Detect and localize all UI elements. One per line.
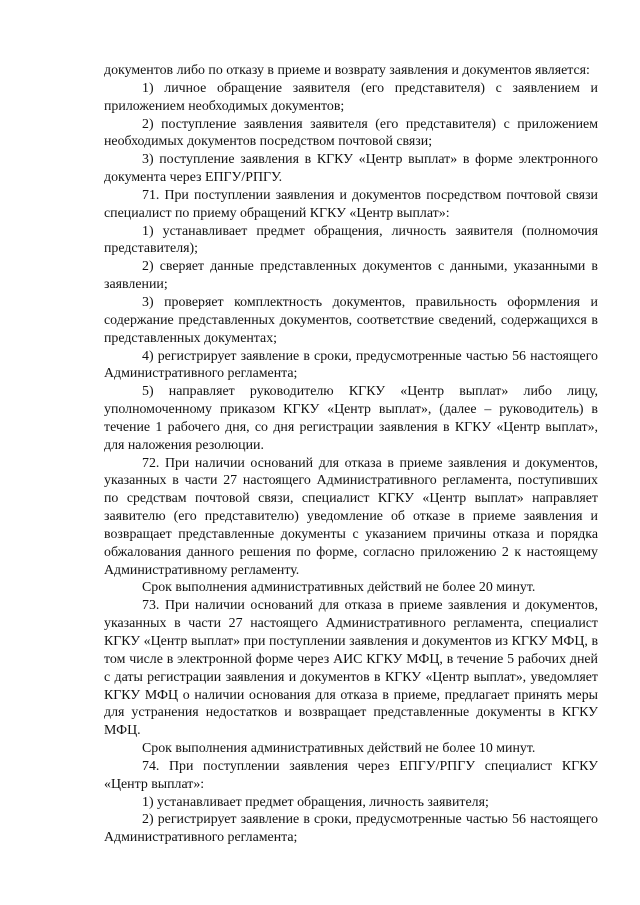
paragraph-section-73: 73. При наличии оснований для отказа в приеме заявления и документов, указанных в части 27 настоящего Административного регламента, специалист КГКУ «Центр выплат» при поступлении заявления и документов из КГКУ МФЦ, в том числе в электронной форме через АИС КГКУ МФЦ, в течение 5 рабочих дней с даты регистрации заявления и документов в КГКУ «Центр выплат», уведомляет КГКУ МФЦ о наличии основания для отказа в приеме, предлагает принять меры для устранения недостатков и возвращает представленные документы в КГКУ МФЦ. — [104, 598, 598, 739]
paragraph-item-2: 2) поступление заявления заявителя (его представителя) с приложением необходимых документов посредством почтовой связи; — [104, 116, 598, 150]
paragraph-71-item-5: 5) направляет руководителю КГКУ «Центр выплат» либо лицу, уполномоченному приказом КГКУ «Центр выплат», (далее – руководитель) в течение 1 рабочего дня, со дня регистрации заявления в КГКУ «Центр выплат», для наложения резолюции. — [104, 384, 598, 453]
paragraph-74-item-2: 2) регистрирует заявление в сроки, предусмотренные частью 56 настоящего Административного регламента; — [104, 812, 598, 846]
paragraph-deadline-20: Срок выполнения административных действий не более 20 минут. — [142, 580, 536, 596]
paragraph-section-71: 71. При поступлении заявления и документов посредством почтовой связи специалист по приему обращений КГКУ «Центр выплат»: — [104, 187, 598, 221]
paragraph-71-item-3: 3) проверяет комплектность документов, правильность оформления и содержание представленных документов, соответствие сведений, содержащихся в представленных документах; — [104, 294, 598, 346]
paragraph-item-3: 3) поступление заявления в КГКУ «Центр выплат» в форме электронного документа через ЕПГУ/РПГУ. — [104, 152, 598, 186]
paragraph-71-item-4: 4) регистрирует заявление в сроки, предусмотренные частью 56 настоящего Административного регламента; — [104, 348, 598, 382]
paragraph-deadline-10: Срок выполнения административных действий не более 10 минут. — [142, 741, 536, 757]
paragraph-section-74: 74. При поступлении заявления через ЕПГУ/РПГУ специалист КГКУ «Центр выплат»: — [104, 758, 598, 792]
paragraph-continuation: документов либо по отказу в приеме и возврату заявления и документов является: — [104, 63, 590, 78]
paragraph-item-1: 1) личное обращение заявителя (его представителя) с заявлением и приложением необходимых документов; — [104, 80, 598, 114]
paragraph-71-item-2: 2) сверяет данные представленных документов с данными, указанными в заявлении; — [104, 259, 598, 293]
paragraph-74-item-1: 1) устанавливает предмет обращения, личность заявителя; — [142, 794, 489, 810]
document-page — [104, 62, 598, 847]
paragraph-section-72: 72. При наличии оснований для отказа в приеме заявления и документов, указанных в части 27 настоящего Административного регламента, поступивших по средствам почтовой связи, специалист КГКУ «Центр выплат» направляет заявителю (его представителю) уведомление об отказе в приеме заявления и возвращает представленные документы с указанием причины отказа и порядка обжалования данного решения по форме, согласно приложению 2 к настоящему Административному регламенту. — [104, 455, 598, 578]
paragraph-71-item-1: 1) устанавливает предмет обращения, личность заявителя (полномочия представителя); — [104, 223, 598, 257]
